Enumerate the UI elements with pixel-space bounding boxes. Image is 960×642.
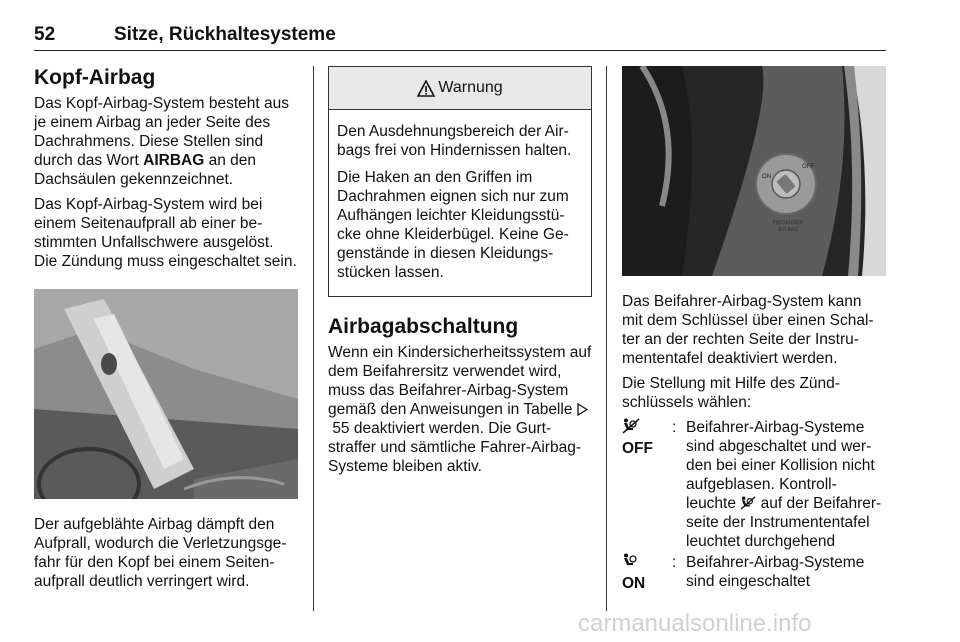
switch-position-list [622, 418, 886, 593]
section-heading-airbagabschaltung: Airbagabschaltung [328, 315, 519, 338]
warning-header [329, 67, 591, 110]
section-heading-kopf-airbag: Kopf-Airbag [34, 66, 156, 89]
page-number: 52 [34, 24, 56, 45]
paragraph: Das Beifahrer-Airbag-System kann mit dem Schlüssel über einen Schal- ter an der rechten Seite der Instru- mententafel deaktiviert werden. [622, 293, 874, 367]
watermark: carmanualsonline.info [578, 610, 812, 637]
airbag-switch-illustration [622, 66, 886, 276]
warning-triangle-icon [417, 80, 435, 97]
switch-label-off: OFF [802, 164, 814, 170]
warning-text: Die Haken an den Griffen im Dachrahmen eignen sich nur zum Aufhängen leichter Kleidungsstü- cke ohne Kleiderbügel. Keine Ge- genstände in diesen Kleidungs- stücken lassen. [337, 169, 569, 281]
column-beifahrer-airbag [622, 66, 886, 595]
on-description: Beifahrer-Airbag-Systeme sind eingeschaltet [686, 554, 865, 590]
column-divider-2 [606, 66, 607, 611]
warning-text: Den Ausdehnungsbereich der Air- bags frei von Hindernissen halten. [337, 123, 572, 159]
switch-label-on: ON [762, 174, 771, 180]
column-kopf-airbag [34, 66, 299, 597]
airbag-on-icon [622, 553, 640, 569]
paragraph: Die Stellung mit Hilfe des Zünd- schlüssels wählen: [622, 375, 840, 411]
table-reference-link[interactable]: 55 [332, 420, 350, 437]
on-term: ON [622, 575, 646, 592]
paragraph: Das Kopf-Airbag-System besteht aus je einem Airbag an jeder Seite des Dachrahmens. Diese Stellen sind durch das Wort AIRBAG an den Dachsäulen gekennzeichnet. [34, 95, 290, 188]
column-airbag-abschaltung [328, 66, 592, 482]
list-item: ON : Beifahrer-Airbag-Systeme sind eingeschaltet [622, 553, 886, 593]
page-header [34, 22, 886, 51]
paragraph: Der aufgeblähte Airbag dämpft den Aufprall, wodurch die Verletzungsge- fahr für den Kopf bei einem Seiten- aufprall deutlich verringert wird. [34, 516, 287, 590]
switch-label-airbag: AIR BAG [777, 227, 799, 233]
paragraph: Das Kopf-Airbag-System wird bei einem Seitenaufprall ab einer be- stimmten Unfallschwere ausgelöst. Die Zündung muss eingeschaltet sein. [34, 196, 297, 270]
airbag-pillar-illustration [34, 289, 298, 499]
column-divider-1 [313, 66, 314, 611]
warning-title: Warnung [438, 79, 503, 96]
warning-body [329, 110, 591, 296]
paragraph: Wenn ein Kindersicherheitssystem auf dem Beifahrersitz verwendet wird, muss das Beifahrer-Airbag-System gemäß den Anweisungen in Tabelle 55 deaktiviert werden. Die Gurt- straffer und sämtliche Fahrer-Airbag- Systeme bleiben aktiv. [328, 344, 592, 475]
airbag-off-icon [740, 496, 756, 510]
list-item: OFF : Beifahrer-Airbag-Systeme sind abgeschaltet und wer- den bei einer Kollision nicht aufgeblasen. Kontroll- leuchte auf der Beifahrer- seite der Instrumententafel leuchtet durchgehend [622, 418, 886, 551]
off-description: Beifahrer-Airbag-Systeme sind abgeschaltet und wer- den bei einer Kollision nicht aufgeblasen. Kontroll- leuchte auf der Beifahrer- seite der Instrumententafel leuchtet durchgehend [686, 419, 882, 550]
airbag-off-icon [622, 418, 640, 434]
warning-box [328, 66, 592, 297]
off-term: OFF [622, 440, 653, 457]
arrow-ref-icon [577, 403, 588, 416]
switch-label-passenger: PASSENGER [772, 220, 804, 226]
page-title: Sitze, Rückhaltesysteme [114, 24, 336, 45]
